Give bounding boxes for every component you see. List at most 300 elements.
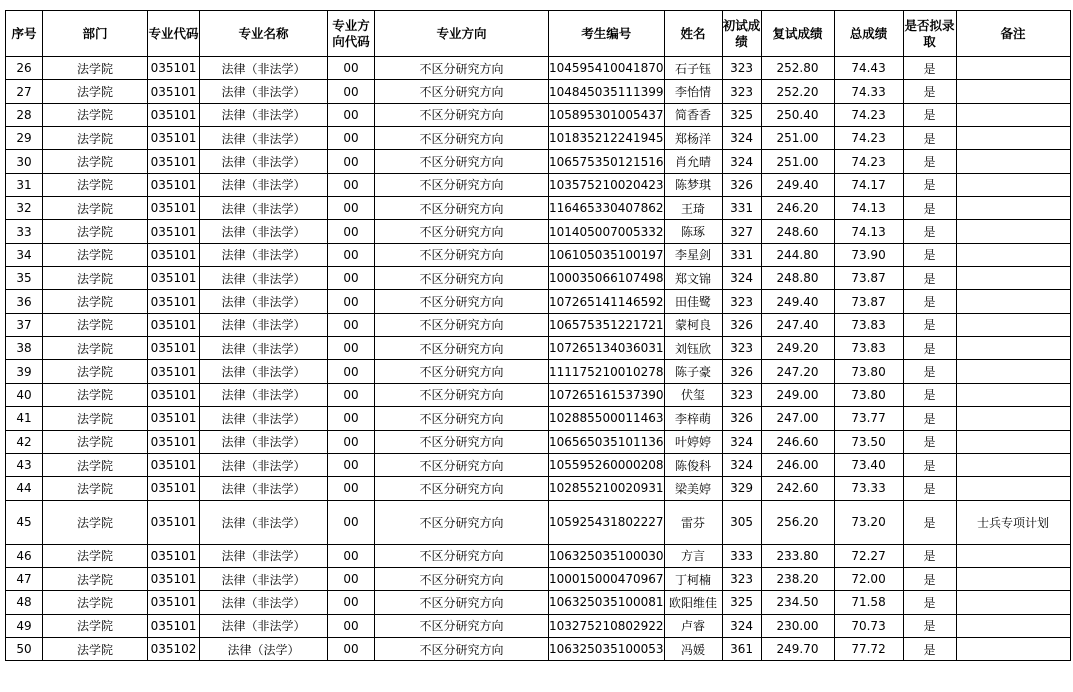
cell-seq: 43 [6, 453, 43, 476]
cell-remark [956, 57, 1070, 80]
cell-retest-score: 250.40 [761, 103, 834, 126]
cell-name: 叶婷婷 [664, 430, 722, 453]
cell-initial-score: 331 [722, 243, 761, 266]
cell-direction: 不区分研究方向 [375, 591, 549, 614]
cell-admitted: 是 [903, 220, 956, 243]
cell-direction: 不区分研究方向 [375, 453, 549, 476]
cell-seq: 36 [6, 290, 43, 313]
cell-remark [956, 453, 1070, 476]
cell-initial-score: 333 [722, 544, 761, 567]
cell-candidate-id: 100035066107498 [549, 267, 665, 290]
cell-department: 法学院 [43, 290, 148, 313]
cell-direction-code: 00 [328, 567, 375, 590]
cell-candidate-id: 106575350121516 [549, 150, 665, 173]
cell-name: 伏玺 [664, 383, 722, 406]
cell-department: 法学院 [43, 637, 148, 660]
cell-initial-score: 324 [722, 267, 761, 290]
cell-initial-score: 326 [722, 313, 761, 336]
header-initial-score: 初试成绩 [722, 11, 761, 57]
cell-major-code: 035101 [148, 500, 200, 544]
cell-seq: 41 [6, 407, 43, 430]
cell-initial-score: 324 [722, 453, 761, 476]
cell-remark [956, 243, 1070, 266]
cell-total-score: 73.80 [834, 383, 903, 406]
cell-name: 田佳鹭 [664, 290, 722, 313]
cell-department: 法学院 [43, 127, 148, 150]
cell-retest-score: 252.20 [761, 80, 834, 103]
cell-admitted: 是 [903, 103, 956, 126]
cell-major-code: 035101 [148, 360, 200, 383]
cell-total-score: 74.13 [834, 220, 903, 243]
cell-direction-code: 00 [328, 383, 375, 406]
cell-name: 方言 [664, 544, 722, 567]
cell-seq: 46 [6, 544, 43, 567]
cell-admitted: 是 [903, 614, 956, 637]
cell-direction: 不区分研究方向 [375, 243, 549, 266]
cell-name: 欧阳维佳 [664, 591, 722, 614]
cell-direction-code: 00 [328, 103, 375, 126]
cell-major-name: 法律（非法学） [200, 591, 328, 614]
cell-direction: 不区分研究方向 [375, 430, 549, 453]
cell-admitted: 是 [903, 430, 956, 453]
cell-major-name: 法律（非法学） [200, 453, 328, 476]
cell-major-name: 法律（非法学） [200, 313, 328, 336]
cell-initial-score: 327 [722, 220, 761, 243]
cell-seq: 37 [6, 313, 43, 336]
cell-admitted: 是 [903, 337, 956, 360]
cell-name: 冯媛 [664, 637, 722, 660]
cell-total-score: 73.50 [834, 430, 903, 453]
cell-remark [956, 360, 1070, 383]
table-row [6, 544, 1071, 567]
cell-remark [956, 337, 1070, 360]
cell-seq: 39 [6, 360, 43, 383]
cell-initial-score: 323 [722, 57, 761, 80]
cell-major-name: 法律（非法学） [200, 477, 328, 500]
cell-retest-score: 246.60 [761, 430, 834, 453]
cell-seq: 40 [6, 383, 43, 406]
cell-name: 王琦 [664, 197, 722, 220]
cell-admitted: 是 [903, 80, 956, 103]
cell-major-code: 035101 [148, 567, 200, 590]
header-name: 姓名 [664, 11, 722, 57]
cell-candidate-id: 105595260000208 [549, 453, 665, 476]
cell-candidate-id: 100015000470967 [549, 567, 665, 590]
cell-retest-score: 230.00 [761, 614, 834, 637]
cell-initial-score: 305 [722, 500, 761, 544]
cell-direction-code: 00 [328, 453, 375, 476]
cell-major-code: 035101 [148, 477, 200, 500]
cell-seq: 32 [6, 197, 43, 220]
cell-department: 法学院 [43, 591, 148, 614]
cell-major-code: 035101 [148, 430, 200, 453]
cell-admitted: 是 [903, 197, 956, 220]
cell-department: 法学院 [43, 173, 148, 196]
header-admitted: 是否拟录取 [903, 11, 956, 57]
cell-seq: 31 [6, 173, 43, 196]
cell-major-code: 035101 [148, 313, 200, 336]
cell-direction: 不区分研究方向 [375, 57, 549, 80]
cell-direction: 不区分研究方向 [375, 220, 549, 243]
cell-total-score: 77.72 [834, 637, 903, 660]
cell-initial-score: 325 [722, 591, 761, 614]
cell-admitted: 是 [903, 453, 956, 476]
cell-department: 法学院 [43, 500, 148, 544]
cell-department: 法学院 [43, 477, 148, 500]
cell-initial-score: 323 [722, 290, 761, 313]
cell-direction: 不区分研究方向 [375, 313, 549, 336]
cell-candidate-id: 101835212241945 [549, 127, 665, 150]
cell-major-code: 035101 [148, 80, 200, 103]
table-row [6, 337, 1071, 360]
cell-candidate-id: 106325035100030 [549, 544, 665, 567]
cell-remark [956, 383, 1070, 406]
cell-direction-code: 00 [328, 407, 375, 430]
cell-candidate-id: 106105035100197 [549, 243, 665, 266]
cell-major-code: 035101 [148, 127, 200, 150]
cell-direction-code: 00 [328, 290, 375, 313]
cell-candidate-id: 105925431802227 [549, 500, 665, 544]
cell-candidate-id: 102885500011463 [549, 407, 665, 430]
cell-total-score: 72.00 [834, 567, 903, 590]
cell-retest-score: 249.40 [761, 173, 834, 196]
header-direction: 专业方向 [375, 11, 549, 57]
cell-total-score: 73.83 [834, 313, 903, 336]
cell-name: 李梓萌 [664, 407, 722, 430]
cell-remark [956, 267, 1070, 290]
cell-candidate-id: 106575351221721 [549, 313, 665, 336]
cell-major-name: 法律（非法学） [200, 243, 328, 266]
cell-remark [956, 313, 1070, 336]
cell-name: 雷芬 [664, 500, 722, 544]
cell-department: 法学院 [43, 430, 148, 453]
cell-major-code: 035101 [148, 337, 200, 360]
cell-seq: 30 [6, 150, 43, 173]
cell-seq: 42 [6, 430, 43, 453]
table-row [6, 430, 1071, 453]
cell-retest-score: 251.00 [761, 127, 834, 150]
cell-direction-code: 00 [328, 267, 375, 290]
cell-major-code: 035101 [148, 290, 200, 313]
cell-remark [956, 80, 1070, 103]
table-row [6, 267, 1071, 290]
cell-major-name: 法律（非法学） [200, 80, 328, 103]
cell-retest-score: 247.20 [761, 360, 834, 383]
cell-direction: 不区分研究方向 [375, 173, 549, 196]
cell-direction: 不区分研究方向 [375, 290, 549, 313]
cell-name: 郑文锦 [664, 267, 722, 290]
cell-admitted: 是 [903, 477, 956, 500]
header-major-name: 专业名称 [200, 11, 328, 57]
cell-retest-score: 246.00 [761, 453, 834, 476]
cell-major-name: 法律（非法学） [200, 614, 328, 637]
cell-major-code: 035101 [148, 544, 200, 567]
cell-admitted: 是 [903, 57, 956, 80]
cell-remark [956, 477, 1070, 500]
cell-name: 蒙柯良 [664, 313, 722, 336]
cell-total-score: 73.80 [834, 360, 903, 383]
cell-direction-code: 00 [328, 127, 375, 150]
cell-admitted: 是 [903, 267, 956, 290]
cell-major-code: 035101 [148, 453, 200, 476]
cell-candidate-id: 107265161537390 [549, 383, 665, 406]
cell-direction: 不区分研究方向 [375, 567, 549, 590]
cell-total-score: 72.27 [834, 544, 903, 567]
cell-major-code: 035101 [148, 103, 200, 126]
table-row [6, 567, 1071, 590]
cell-name: 陈子豪 [664, 360, 722, 383]
cell-major-code: 035101 [148, 197, 200, 220]
cell-initial-score: 329 [722, 477, 761, 500]
cell-initial-score: 324 [722, 150, 761, 173]
cell-direction-code: 00 [328, 220, 375, 243]
cell-direction-code: 00 [328, 80, 375, 103]
cell-major-name: 法律（非法学） [200, 383, 328, 406]
cell-seq: 35 [6, 267, 43, 290]
cell-initial-score: 361 [722, 637, 761, 660]
cell-retest-score: 252.80 [761, 57, 834, 80]
cell-major-name: 法律（非法学） [200, 544, 328, 567]
table-row [6, 360, 1071, 383]
cell-initial-score: 323 [722, 80, 761, 103]
cell-direction-code: 00 [328, 614, 375, 637]
cell-retest-score: 249.20 [761, 337, 834, 360]
cell-admitted: 是 [903, 243, 956, 266]
cell-name: 陈俊科 [664, 453, 722, 476]
cell-retest-score: 247.40 [761, 313, 834, 336]
cell-direction: 不区分研究方向 [375, 407, 549, 430]
cell-major-name: 法律（非法学） [200, 500, 328, 544]
cell-remark [956, 197, 1070, 220]
cell-direction-code: 00 [328, 500, 375, 544]
cell-candidate-id: 103275210802922 [549, 614, 665, 637]
cell-candidate-id: 102855210020931 [549, 477, 665, 500]
cell-retest-score: 249.70 [761, 637, 834, 660]
cell-initial-score: 326 [722, 407, 761, 430]
cell-major-code: 035101 [148, 267, 200, 290]
admission-table [5, 10, 1071, 661]
cell-major-code: 035102 [148, 637, 200, 660]
cell-direction: 不区分研究方向 [375, 500, 549, 544]
table-row [6, 197, 1071, 220]
cell-major-code: 035101 [148, 243, 200, 266]
cell-major-name: 法律（非法学） [200, 127, 328, 150]
cell-direction: 不区分研究方向 [375, 150, 549, 173]
cell-department: 法学院 [43, 544, 148, 567]
cell-admitted: 是 [903, 591, 956, 614]
cell-retest-score: 248.80 [761, 267, 834, 290]
cell-major-code: 035101 [148, 614, 200, 637]
cell-direction: 不区分研究方向 [375, 337, 549, 360]
cell-seq: 47 [6, 567, 43, 590]
cell-seq: 27 [6, 80, 43, 103]
cell-remark [956, 614, 1070, 637]
cell-remark [956, 220, 1070, 243]
cell-candidate-id: 107265134036031 [549, 337, 665, 360]
cell-seq: 29 [6, 127, 43, 150]
cell-total-score: 74.13 [834, 197, 903, 220]
cell-total-score: 73.83 [834, 337, 903, 360]
cell-total-score: 73.40 [834, 453, 903, 476]
cell-retest-score: 249.40 [761, 290, 834, 313]
cell-direction-code: 00 [328, 150, 375, 173]
cell-department: 法学院 [43, 103, 148, 126]
cell-total-score: 74.17 [834, 173, 903, 196]
cell-retest-score: 248.60 [761, 220, 834, 243]
table-row [6, 591, 1071, 614]
cell-admitted: 是 [903, 173, 956, 196]
cell-total-score: 73.87 [834, 267, 903, 290]
cell-candidate-id: 103575210020423 [549, 173, 665, 196]
cell-remark [956, 407, 1070, 430]
cell-name: 刘钰欣 [664, 337, 722, 360]
table-row [6, 103, 1071, 126]
cell-seq: 38 [6, 337, 43, 360]
cell-department: 法学院 [43, 360, 148, 383]
cell-direction: 不区分研究方向 [375, 197, 549, 220]
cell-major-name: 法律（非法学） [200, 407, 328, 430]
table-row [6, 57, 1071, 80]
cell-name: 梁美婷 [664, 477, 722, 500]
cell-retest-score: 249.00 [761, 383, 834, 406]
cell-seq: 33 [6, 220, 43, 243]
cell-candidate-id: 104595410041870 [549, 57, 665, 80]
table-row [6, 637, 1071, 660]
cell-candidate-id: 104845035111399 [549, 80, 665, 103]
cell-candidate-id: 107265141146592 [549, 290, 665, 313]
cell-retest-score: 251.00 [761, 150, 834, 173]
cell-seq: 45 [6, 500, 43, 544]
cell-name: 肖允晴 [664, 150, 722, 173]
cell-department: 法学院 [43, 567, 148, 590]
cell-retest-score: 246.20 [761, 197, 834, 220]
cell-major-name: 法律（法学） [200, 637, 328, 660]
cell-total-score: 73.33 [834, 477, 903, 500]
table-row [6, 243, 1071, 266]
cell-department: 法学院 [43, 80, 148, 103]
cell-initial-score: 326 [722, 173, 761, 196]
cell-direction: 不区分研究方向 [375, 614, 549, 637]
table-row [6, 150, 1071, 173]
cell-direction-code: 00 [328, 313, 375, 336]
cell-total-score: 74.23 [834, 103, 903, 126]
header-retest-score: 复试成绩 [761, 11, 834, 57]
cell-major-name: 法律（非法学） [200, 220, 328, 243]
cell-direction: 不区分研究方向 [375, 80, 549, 103]
cell-remark [956, 637, 1070, 660]
cell-total-score: 73.77 [834, 407, 903, 430]
header-total-score: 总成绩 [834, 11, 903, 57]
table-row [6, 453, 1071, 476]
cell-name: 李星剑 [664, 243, 722, 266]
cell-admitted: 是 [903, 567, 956, 590]
cell-direction: 不区分研究方向 [375, 544, 549, 567]
cell-candidate-id: 116465330407862 [549, 197, 665, 220]
cell-direction: 不区分研究方向 [375, 267, 549, 290]
cell-department: 法学院 [43, 407, 148, 430]
cell-major-name: 法律（非法学） [200, 57, 328, 80]
cell-major-code: 035101 [148, 57, 200, 80]
cell-name: 石子钰 [664, 57, 722, 80]
cell-remark [956, 150, 1070, 173]
cell-initial-score: 326 [722, 360, 761, 383]
table-row [6, 80, 1071, 103]
cell-direction: 不区分研究方向 [375, 360, 549, 383]
cell-department: 法学院 [43, 243, 148, 266]
cell-admitted: 是 [903, 500, 956, 544]
header-major-code: 专业代码 [148, 11, 200, 57]
cell-remark [956, 127, 1070, 150]
cell-department: 法学院 [43, 453, 148, 476]
cell-admitted: 是 [903, 313, 956, 336]
cell-direction-code: 00 [328, 430, 375, 453]
cell-major-name: 法律（非法学） [200, 360, 328, 383]
cell-initial-score: 324 [722, 614, 761, 637]
cell-major-name: 法律（非法学） [200, 267, 328, 290]
cell-retest-score: 234.50 [761, 591, 834, 614]
cell-major-code: 035101 [148, 407, 200, 430]
cell-seq: 50 [6, 637, 43, 660]
cell-total-score: 70.73 [834, 614, 903, 637]
cell-direction: 不区分研究方向 [375, 103, 549, 126]
cell-department: 法学院 [43, 197, 148, 220]
cell-major-code: 035101 [148, 220, 200, 243]
table-row [6, 127, 1071, 150]
cell-admitted: 是 [903, 383, 956, 406]
cell-initial-score: 324 [722, 430, 761, 453]
cell-major-name: 法律（非法学） [200, 337, 328, 360]
cell-name: 简香香 [664, 103, 722, 126]
header-direction-code: 专业方向代码 [328, 11, 375, 57]
cell-direction-code: 00 [328, 57, 375, 80]
cell-direction: 不区分研究方向 [375, 383, 549, 406]
table-row [6, 477, 1071, 500]
cell-name: 卢睿 [664, 614, 722, 637]
table-row [6, 173, 1071, 196]
table-row [6, 614, 1071, 637]
cell-total-score: 73.90 [834, 243, 903, 266]
cell-department: 法学院 [43, 267, 148, 290]
cell-remark [956, 430, 1070, 453]
cell-direction-code: 00 [328, 477, 375, 500]
cell-major-code: 035101 [148, 173, 200, 196]
cell-major-name: 法律（非法学） [200, 173, 328, 196]
cell-candidate-id: 101405007005332 [549, 220, 665, 243]
cell-remark: 士兵专项计划 [956, 500, 1070, 544]
cell-initial-score: 323 [722, 383, 761, 406]
cell-total-score: 71.58 [834, 591, 903, 614]
cell-major-code: 035101 [148, 383, 200, 406]
table-body [6, 57, 1071, 661]
cell-department: 法学院 [43, 220, 148, 243]
cell-admitted: 是 [903, 290, 956, 313]
cell-major-name: 法律（非法学） [200, 567, 328, 590]
cell-direction-code: 00 [328, 591, 375, 614]
cell-major-name: 法律（非法学） [200, 430, 328, 453]
cell-total-score: 74.43 [834, 57, 903, 80]
cell-major-name: 法律（非法学） [200, 150, 328, 173]
cell-department: 法学院 [43, 337, 148, 360]
cell-admitted: 是 [903, 360, 956, 383]
cell-candidate-id: 105895301005437 [549, 103, 665, 126]
cell-seq: 34 [6, 243, 43, 266]
cell-retest-score: 247.00 [761, 407, 834, 430]
cell-seq: 44 [6, 477, 43, 500]
cell-direction-code: 00 [328, 243, 375, 266]
cell-direction-code: 00 [328, 337, 375, 360]
header-department: 部门 [43, 11, 148, 57]
cell-major-name: 法律（非法学） [200, 103, 328, 126]
